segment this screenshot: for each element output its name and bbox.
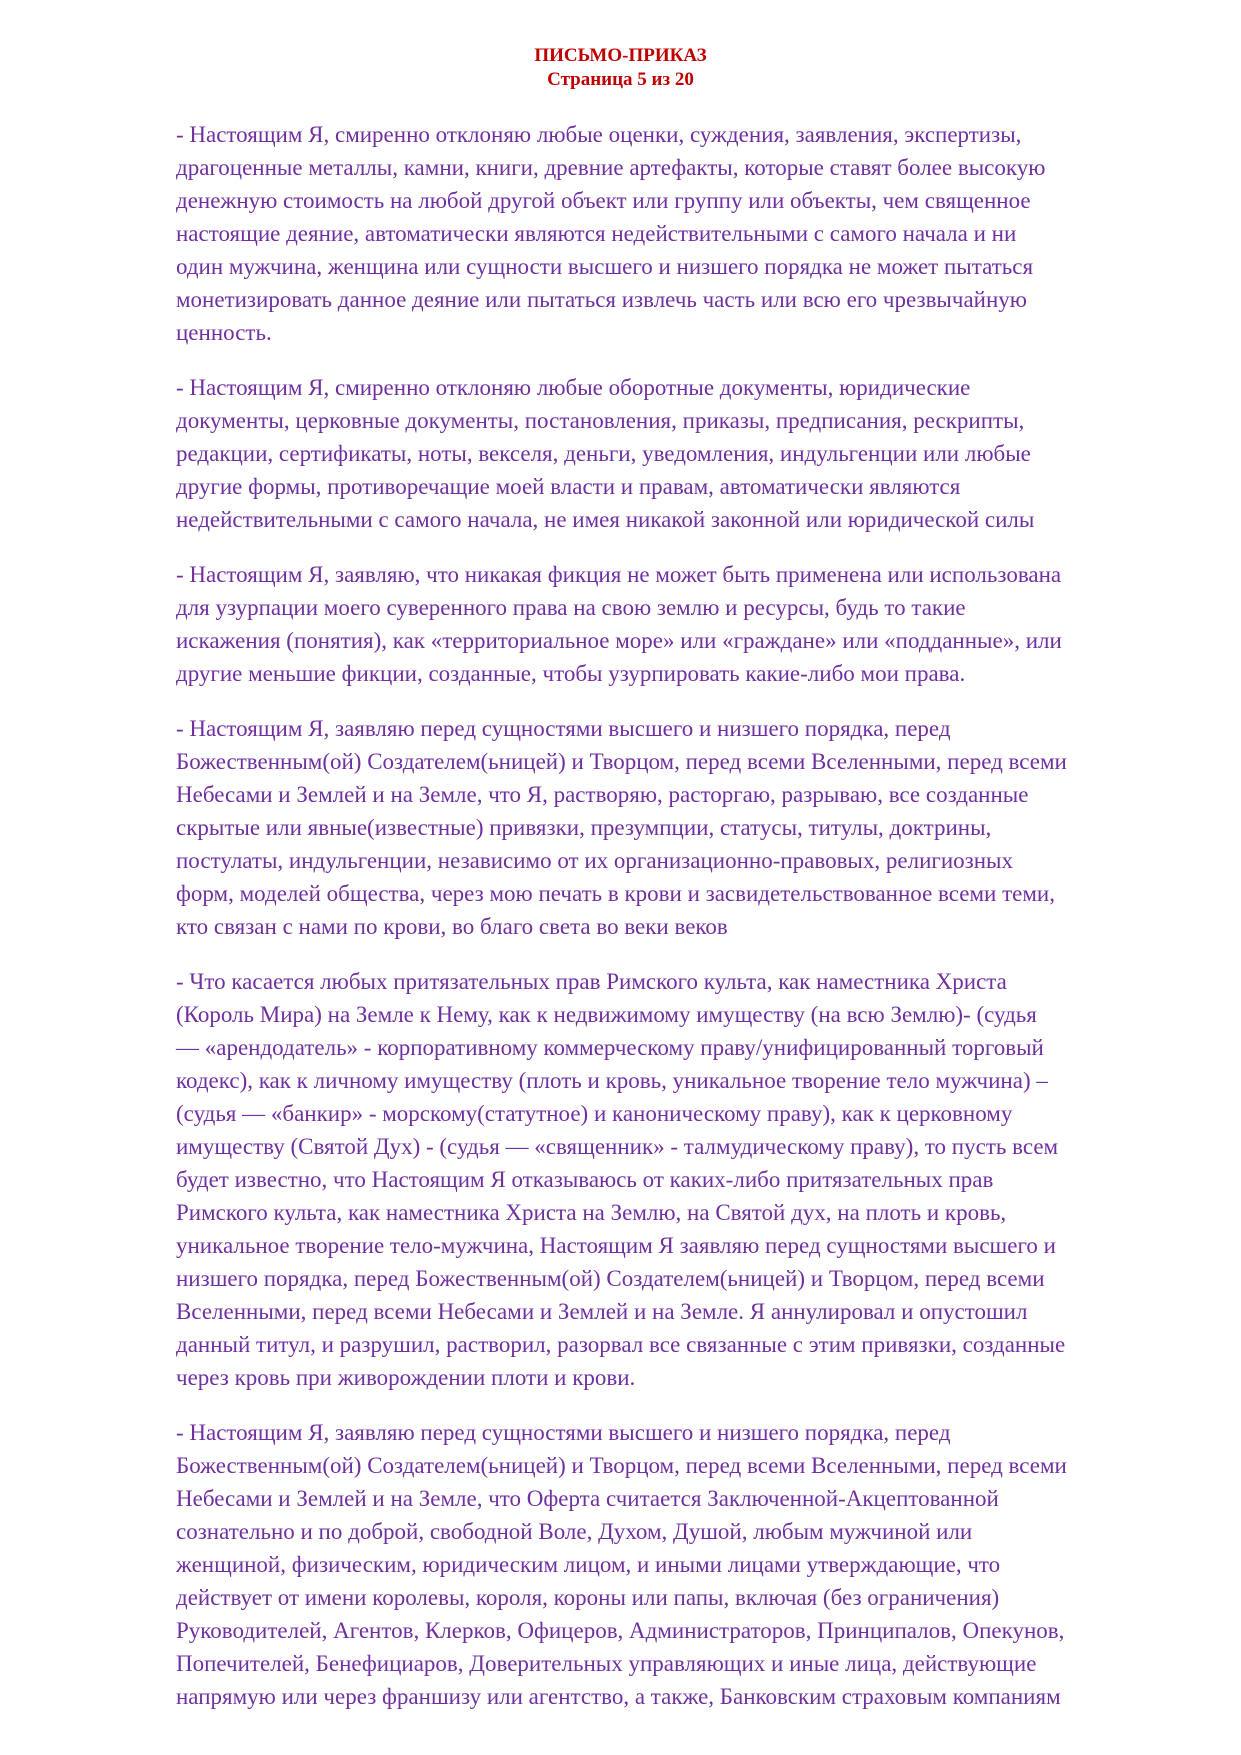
- paragraph-line: настоящие деяние, автоматически являются недействительными с самого начала и ни: [176, 221, 1017, 246]
- paragraph-line: редакции, сертификаты, ноты, векселя, деньги, уведомления, индульгенции или любые: [176, 441, 1031, 466]
- document-body: [176, 118, 1166, 1735]
- paragraph-line: Божественным(ой) Создателем(ьницей) и Творцом, перед всеми Вселенными, перед всеми: [176, 1453, 1067, 1478]
- paragraph-line: ценность.: [176, 320, 272, 345]
- paragraph-line: денежную стоимость на любой другой объект или группу или объекты, чем священное: [176, 188, 1031, 213]
- paragraph-line: — «арендодатель» - корпоративному коммерческому праву/унифицированный торговый: [176, 1035, 1044, 1060]
- paragraph-line: (Король Мира) на Земле к Нему, как к недвижимому имуществу (на всю Землю)- (судья: [176, 1002, 1037, 1027]
- paragraph-line: скрытые или явные(известные) привязки, презумпции, статусы, титулы, доктрины,: [176, 815, 992, 840]
- paragraph-line: напрямую или через франшизу или агентство, а также, Банковским страховым компаниям: [176, 1684, 1061, 1709]
- paragraph-line: один мужчина, женщина или сущности высшего и низшего порядка не может пытаться: [176, 254, 1034, 279]
- paragraph-line: - Настоящим Я, заявляю перед сущностями высшего и низшего порядка, перед: [176, 716, 951, 741]
- paragraph-line: другие формы, противоречащие моей власти и правам, автоматически являются: [176, 474, 961, 499]
- paragraph-line: Небесами и Землей и на Земле, что Оферта считается Заключенной-Акцептованной: [176, 1486, 999, 1511]
- paragraph-line: кодекс), как к личному имуществу (плоть и кровь, уникальное творение тело мужчина) –: [176, 1068, 1048, 1093]
- paragraph-line: сознательно и по доброй, свободной Воле, Духом, Душой, любым мужчиной или: [176, 1519, 973, 1544]
- paragraph: [176, 712, 1166, 943]
- paragraph-line: имуществу (Святой Дух) - (судья — «священник» - талмудическому праву), то пусть всем: [176, 1134, 1059, 1159]
- paragraph-line: будет известно, что Настоящим Я отказываюсь от каких-либо притязательных прав: [176, 1167, 994, 1192]
- paragraph-line: через кровь при живорождении плоти и крови.: [176, 1365, 636, 1390]
- paragraph-line: монетизировать данное деяние или пытаться извлечь часть или всю его чрезвычайную: [176, 287, 1027, 312]
- paragraph-line: Римского культа, как наместника Христа на Землю, на Святой дух, на плоть и кровь,: [176, 1200, 1007, 1225]
- document-title: ПИСЬМО-ПРИКАЗ: [534, 45, 707, 66]
- paragraph: [176, 1416, 1166, 1713]
- paragraph-line: драгоценные металлы, камни, книги, древние артефакты, которые ставят более высокую: [176, 155, 1046, 180]
- paragraph: [176, 118, 1166, 349]
- paragraph-line: кто связан с нами по крови, во благо света во веки веков: [176, 914, 728, 939]
- paragraph-line: Божественным(ой) Создателем(ьницей) и Творцом, перед всеми Вселенными, перед всеми: [176, 749, 1067, 774]
- paragraph-line: - Настоящим Я, заявляю, что никакая фикция не может быть применена или использована: [176, 562, 1062, 587]
- paragraph-line: уникальное творение тело-мужчина, Настоящим Я заявляю перед сущностями высшего и: [176, 1233, 1056, 1258]
- paragraph-line: - Настоящим Я, заявляю перед сущностями высшего и низшего порядка, перед: [176, 1420, 951, 1445]
- paragraph-line: - Настоящим Я, смиренно отклоняю любые оборотные документы, юридические: [176, 375, 971, 400]
- paragraph-line: данный титул, и разрушил, растворил, разорвал все связанные с этим привязки, созданные: [176, 1332, 1066, 1357]
- paragraph-line: действует от имени королевы, короля, короны или папы, включая (без ограничения): [176, 1585, 1000, 1610]
- paragraph-line: форм, моделей общества, через мою печать в крови и засвидетельствованное всеми теми,: [176, 881, 1055, 906]
- paragraph-line: Вселенными, перед всеми Небесами и Землей и на Земле. Я аннулировал и опустошил: [176, 1299, 1028, 1324]
- paragraph-line: другие меньшие фикции, созданные, чтобы узурпировать какие-либо мои права.: [176, 661, 966, 686]
- paragraph-line: женщиной, физическим, юридическим лицом, и иными лицами утверждающие, что: [176, 1552, 1001, 1577]
- paragraph-line: Небесами и Землей и на Земле, что Я, растворяю, расторгаю, разрываю, все созданные: [176, 782, 1029, 807]
- paragraph-line: постулаты, индульгенции, независимо от их организационно-правовых, религиозных: [176, 848, 1013, 873]
- paragraph-line: (судья — «банкир» - морскому(статутное) и каноническому праву), как к церковному: [176, 1101, 1013, 1126]
- paragraph-line: недействительными с самого начала, не имея никакой законной или юридической силы: [176, 507, 1035, 532]
- page-number: Страница 5 из 20: [547, 69, 694, 90]
- paragraph: [176, 371, 1166, 536]
- page-header: [0, 44, 1241, 92]
- paragraph-line: - Что касается любых притязательных прав Римского культа, как наместника Христа: [176, 969, 1007, 994]
- paragraph: [176, 965, 1166, 1394]
- paragraph-line: для узурпации моего суверенного права на свою землю и ресурсы, будь то такие: [176, 595, 966, 620]
- paragraph-line: документы, церковные документы, постановления, приказы, предписания, рескрипты,: [176, 408, 1025, 433]
- paragraph-line: искажения (понятия), как «территориальное море» или «граждане» или «подданные», или: [176, 628, 1062, 653]
- paragraph-line: Попечителей, Бенефициаров, Доверительных управляющих и иные лица, действующие: [176, 1651, 1037, 1676]
- paragraph-line: низшего порядка, перед Божественным(ой) Создателем(ьницей) и Творцом, перед всеми: [176, 1266, 1045, 1291]
- paragraph: [176, 558, 1166, 690]
- paragraph-line: - Настоящим Я, смиренно отклоняю любые оценки, суждения, заявления, экспертизы,: [176, 122, 1022, 147]
- paragraph-line: Руководителей, Агентов, Клерков, Офицеров, Администраторов, Принципалов, Опекунов,: [176, 1618, 1065, 1643]
